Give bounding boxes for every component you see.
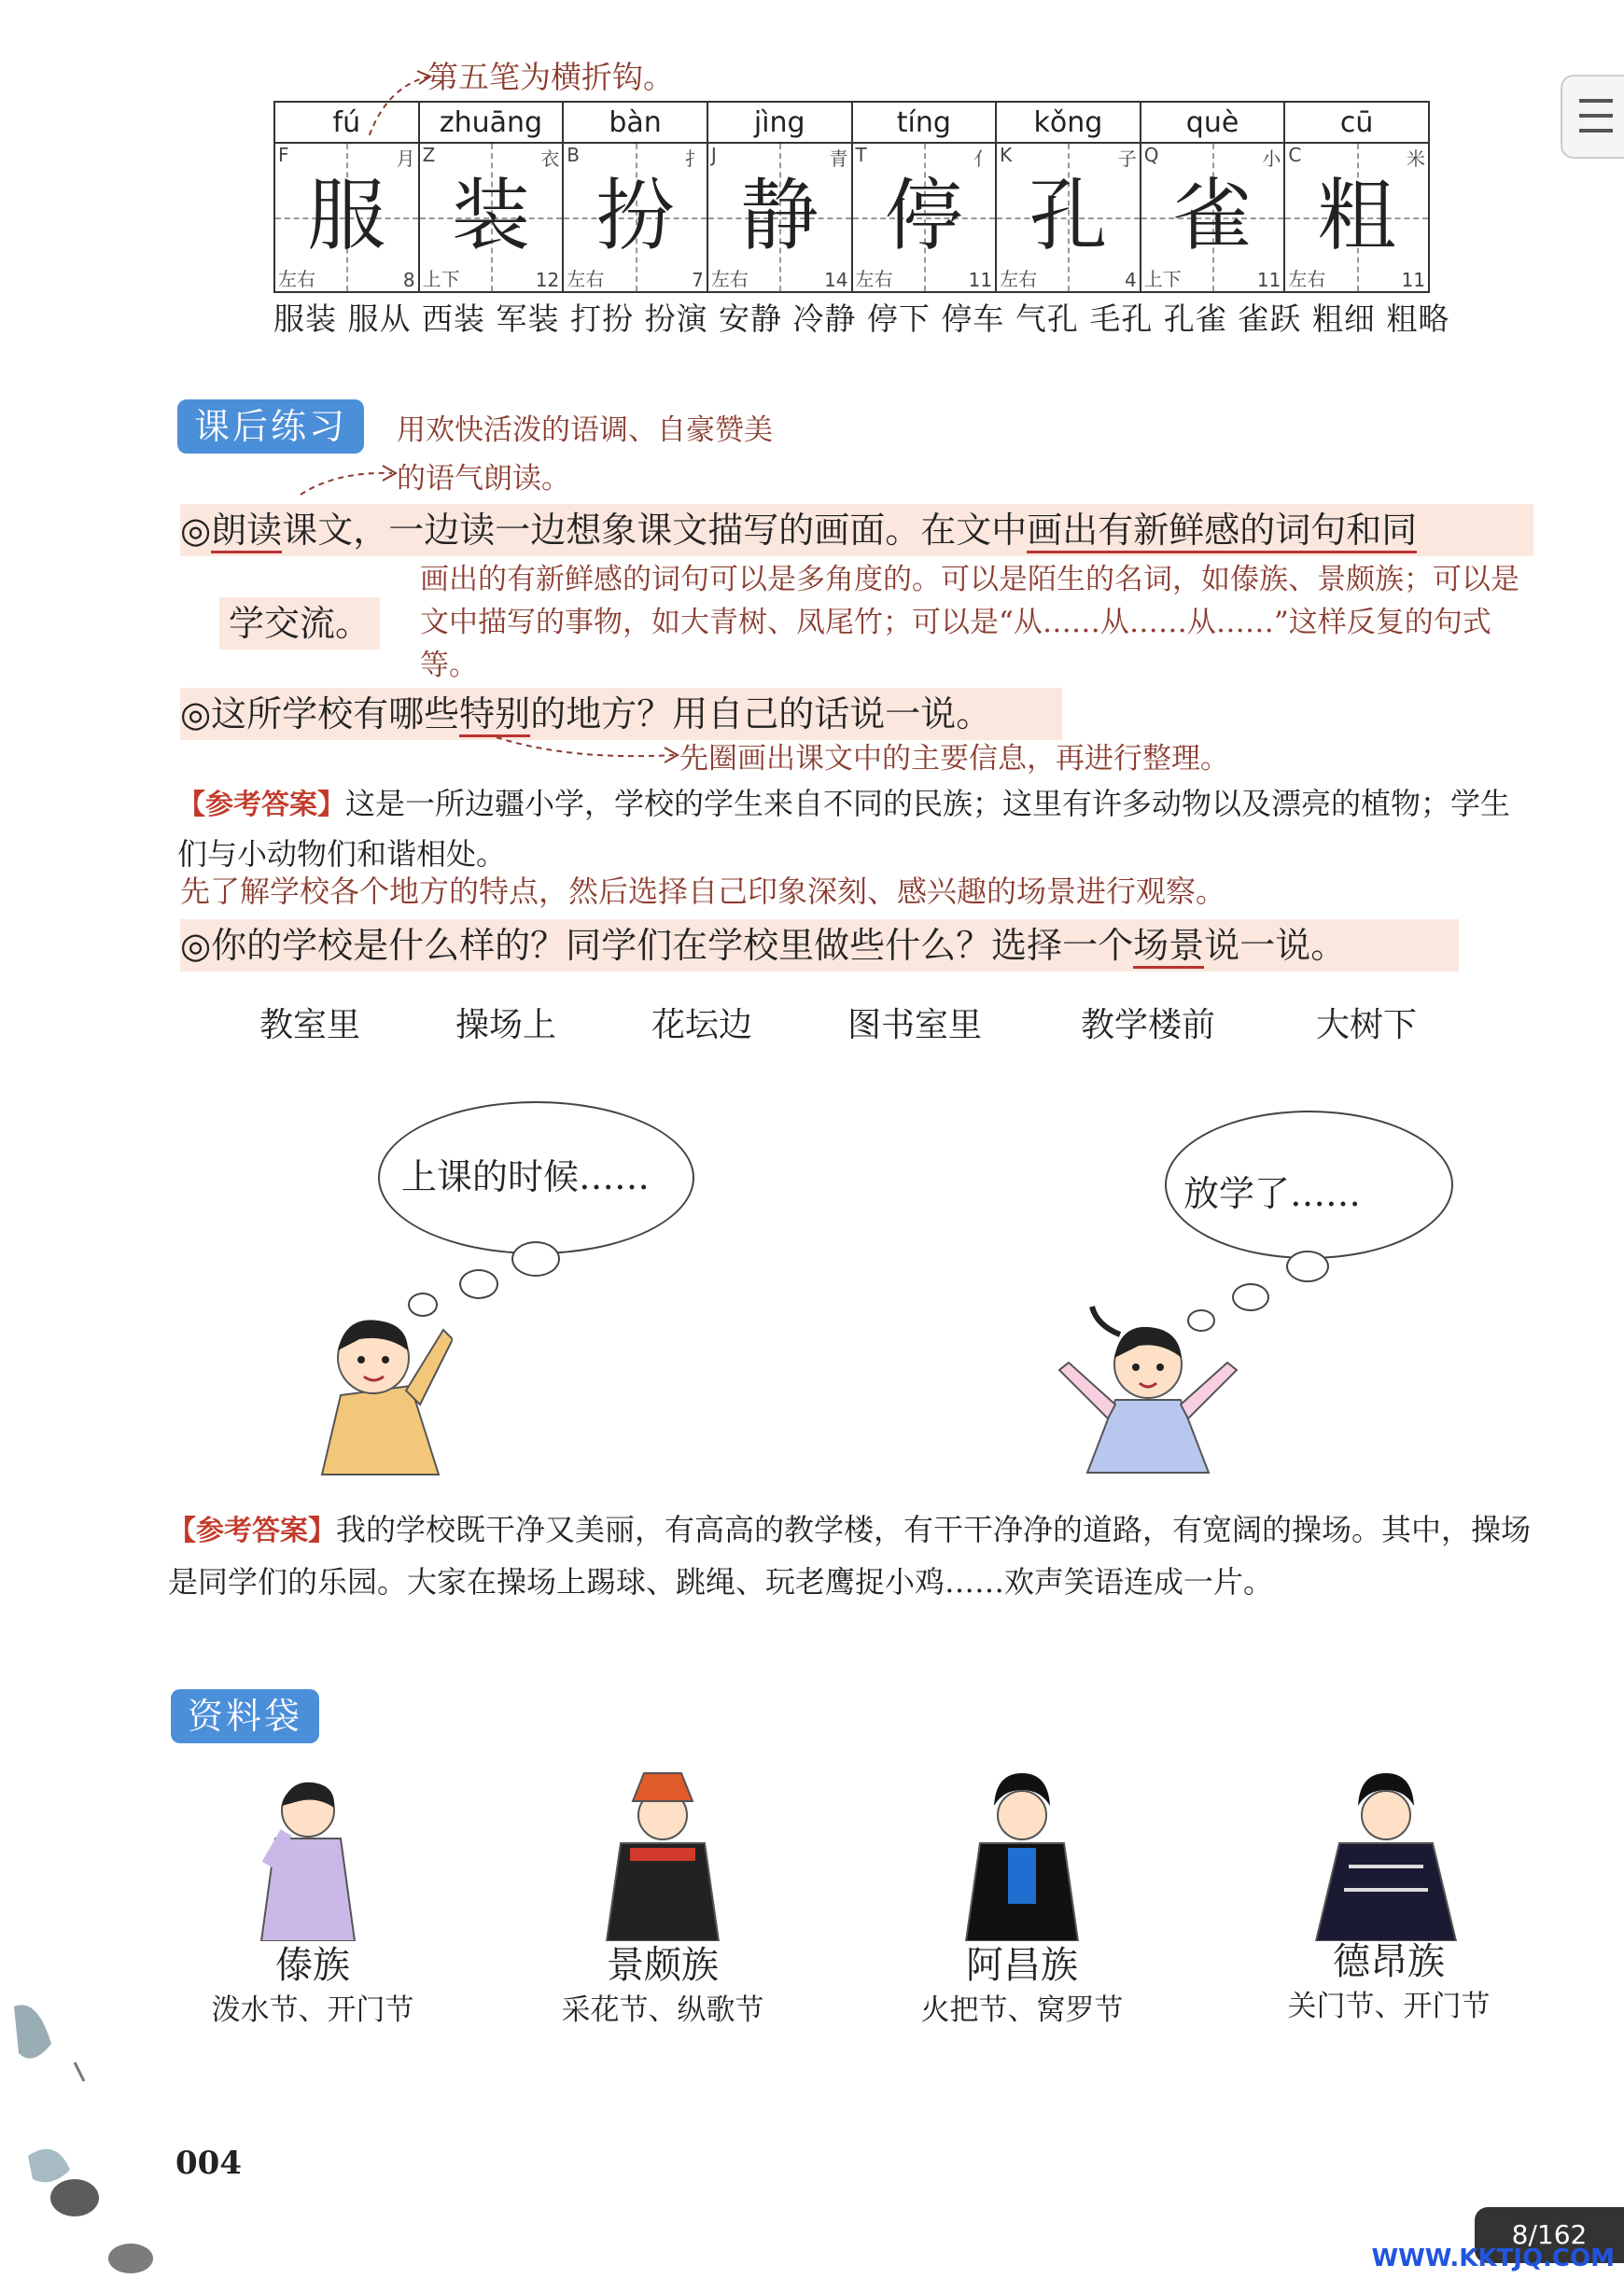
stroke-count: 11 [1256,269,1281,291]
place-option: 教学楼前 [1081,1006,1216,1044]
pinyin-cell: cū [1339,106,1374,139]
question-1-continued: 学交流。 [219,597,380,650]
question-3: ◎你的学校是什么样的？同学们在学校里做些什么？选择一个场景说一说。 [180,919,1459,972]
stroke-count: 14 [824,269,848,291]
character-cell [1141,144,1286,291]
boy-illustration [303,1293,453,1479]
character: 服 [307,170,386,261]
radical: 小 [1262,147,1281,170]
place-option: 大树下 [1316,1006,1418,1044]
thought-bubble [459,1269,498,1299]
watermark: WWW.KKTJQ.COM [1371,2244,1615,2272]
radical: 子 [1117,147,1137,170]
character-cell [420,144,565,291]
stroke-count: 7 [692,269,704,291]
radical: 衣 [540,147,560,170]
character: 粗 [1317,170,1396,261]
structure: 左右 [855,268,893,290]
jingpo-figure [579,1769,747,1941]
structure: 左右 [1288,268,1326,290]
girl-illustration [1050,1297,1246,1475]
character-cell [275,144,420,291]
ethnic-group-deang: 德昂族 关门节、开门节 [1287,1940,1491,2023]
page-number: 004 [175,2145,242,2182]
pinyin-cell: zhuāng [420,103,565,144]
question-2-arrow [495,733,681,770]
question-3-note: 先了解学校各个地方的特点，然后选择自己印象深刻、感兴趣的场景进行观察。 [180,874,1226,909]
exercise-note-arrow [299,462,401,499]
structure: 左右 [1000,268,1038,290]
thought-text-right: 放学了…… [1183,1173,1362,1214]
exercise-note-line1: 用欢快活泼的语调、自豪赞美 [397,413,773,447]
page-indicator: 8/162 [1475,2207,1624,2263]
question-2-note: 先圈画出课文中的主要信息，再进行整理。 [679,742,1229,776]
character: 孔 [1029,170,1108,261]
answer-label: 【参考答案】 [168,1515,336,1547]
place-option: 操场上 [455,1006,557,1044]
pinyin-cell: tíng [853,103,998,144]
radical: 米 [1407,147,1425,170]
index-letter: F [278,144,289,166]
structure: 左右 [278,268,315,290]
place-option: 花坛边 [651,1006,753,1044]
structure: 上下 [422,268,460,290]
ethnic-group-dai: 傣族 泼水节、开门节 [211,1944,414,2027]
radical: 月 [396,147,415,170]
pinyin-cell: bàn [564,103,708,144]
index-letter: T [855,144,867,166]
character-cell [997,144,1141,291]
index-letter: J [710,144,717,166]
deang-figure [1293,1764,1479,1941]
stroke-count: 4 [1125,269,1137,291]
index-letter: C [1288,144,1302,166]
character-cell [1285,144,1428,291]
answer-1: 【参考答案】这是一所边疆小学，学校的学生来自不同的民族；这里有许多动物以及漂亮的植物；学生们与小动物们和谐相处。 [177,786,1511,872]
info-badge: 资料袋 [171,1689,319,1743]
thought-bubble [1286,1251,1329,1282]
decorative-leaves [0,1978,187,2279]
pinyin-cell: fú [275,103,420,144]
stroke-count: 11 [1401,269,1425,291]
answer-label: 【参考答案】 [177,789,345,821]
menu-button[interactable] [1561,75,1624,159]
stroke-count: 8 [402,269,415,291]
character-cell [708,144,853,291]
character-grid [273,142,1430,293]
radical: 青 [829,147,848,170]
dai-figure [224,1769,392,1941]
stroke-note: 第五笔为横折钩。 [427,59,674,95]
question-1-note: 画出的有新鲜感的词句可以是多角度的。可以是陌生的名词，如傣族、景颇族；可以是文中描写的事物，如大青树、凤尾竹；可以是“从……从……从……”这样反复的句式等。 [420,563,1519,682]
structure: 左右 [710,268,749,290]
character: 扮 [595,170,675,261]
thought-text-left: 上课的时候…… [401,1156,651,1197]
thought-bubble [511,1241,560,1277]
radical: 扌 [684,147,704,170]
exercise-note-line2: 的语气朗读。 [397,462,570,496]
question-2: ◎这所学校有哪些特别的地方？用自己的话说一说。 [180,688,1062,740]
place-option: 教室里 [259,1006,361,1044]
pinyin-cell: kǒng [997,103,1141,144]
place-option: 图书室里 [847,1006,983,1044]
character: 停 [884,170,963,261]
character-cell [564,144,708,291]
character: 装 [451,170,530,261]
achang-figure [938,1764,1106,1941]
index-letter: Q [1143,144,1159,166]
stroke-count: 12 [535,269,560,291]
question-1: ◎朗读课文，一边读一边想象课文描写的画面。在文中画出有新鲜感的词句和同 [180,504,1533,556]
answer-2: 【参考答案】我的学校既干净又美丽，有高高的教学楼，有干干净净的道路，有宽阔的操场。其中，操场是同学们的乐园。大家在操场上踢球、跳绳、玩老鹰捉小鸡……欢声笑语连成一片。 [168,1512,1532,1600]
structure: 左右 [567,268,605,290]
pinyin-row [273,101,1430,144]
index-letter: Z [422,144,436,166]
stroke-count: 11 [968,269,993,291]
index-letter: B [567,144,580,166]
ethnic-group-achang: 阿昌族 火把节、窝罗节 [920,1944,1124,2027]
radical: 亻 [973,147,993,170]
character-cell [853,144,998,291]
structure: 上下 [1143,268,1182,290]
pinyin-cell: jìng [708,103,853,144]
ethnic-group-jingpo: 景颇族 采花节、纵歌节 [561,1944,764,2027]
vocabulary-words: 服装 服从 西装 军装 打扮 扮演 安静 冷静 停下 停车 气孔 毛孔 孔雀 雀跃 粗细 粗略 [273,301,1450,337]
exercise-badge: 课后练习 [177,399,364,454]
character: 静 [740,170,819,261]
index-letter: K [1000,144,1013,166]
pinyin-cell: què [1141,103,1286,144]
character: 雀 [1173,170,1253,261]
